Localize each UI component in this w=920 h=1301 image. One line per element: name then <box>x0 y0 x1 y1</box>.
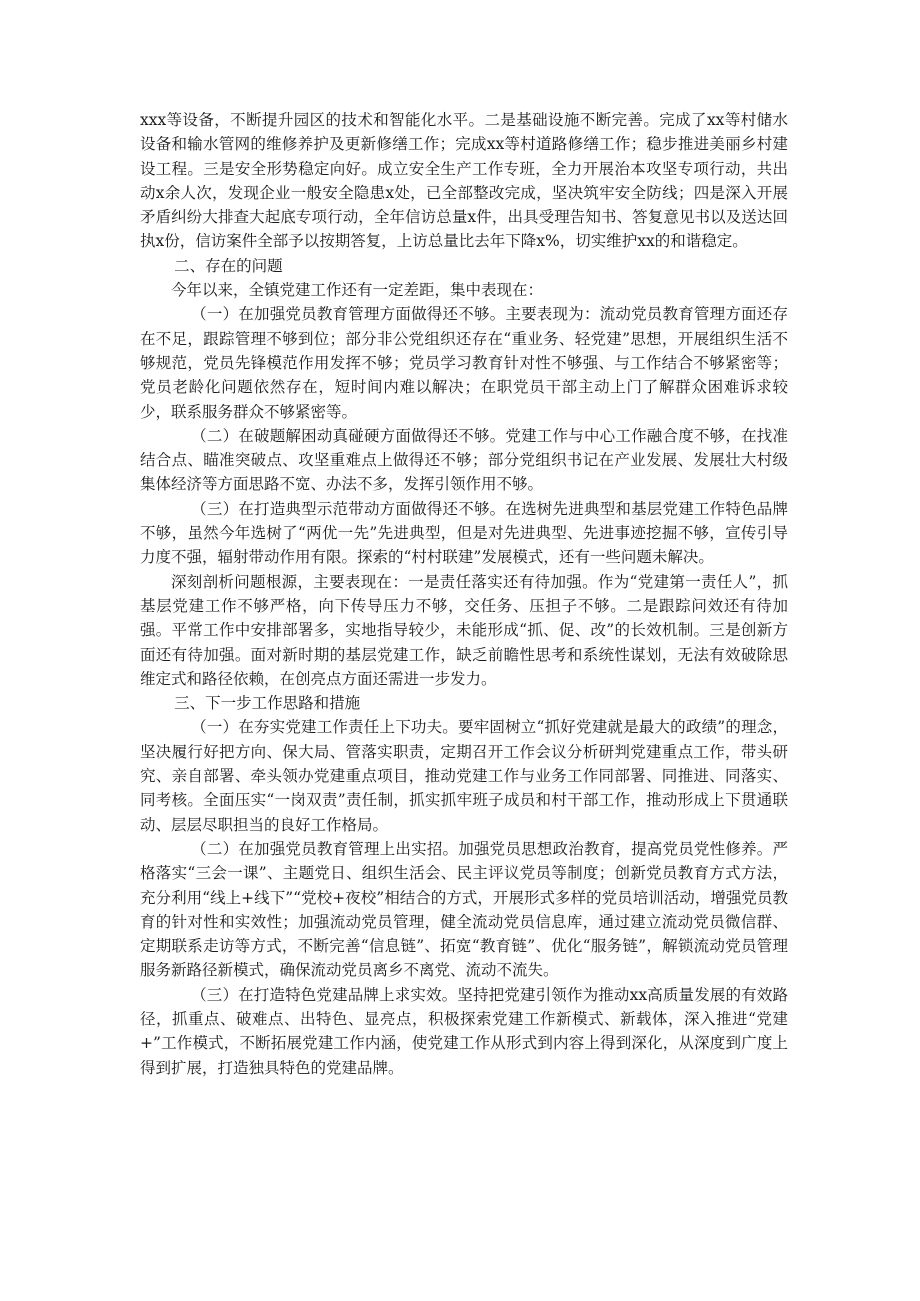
paragraph-intro: xxx等设备，不断提升园区的技术和智能化水平。二是基础设施不断完善。完成了xx等村储水设备和输水管网的维修养护及更新修缮工作；完成xx等村道路修缮工作；稳步推进美丽乡村建设工程。三是安全形势稳定向好。成立安全生产工作专班，全力开展治本攻坚专项行动，共出动x余人次，发现企业一般安全隐患x处，已全部整改完成，坚决筑牢安全防线；四是深入开展矛盾纠纷大排查大起底专项行动，全年信访总量x件，出具受理告知书、答复意见书以及送达回执x份，信访案件全部予以按期答复，上访总量比去年下降x%，切实维护xx的和谐稳定。 <box>140 111 788 251</box>
paragraph-measure-2: （二）在加强党员教育管理上出实招。加强党员思想政治教育，提高党员党性修养。严格落实“三会一课”、主题党日、组织生活会、民主评议党员等制度；创新党员教育方式方法，充分利用“线上+线下”“党校+夜校”相结合的方式，开展形式多样的党员培训活动，增强党员教育的针对性和实效性；加强流动党员管理，健全流动党员信息库，通过建立流动党员微信群、定期联系走访等方式，不断完善“信息链”、拓宽“教育链”、优化“服务链”，解锁流动党员管理服务新路径新模式，确保流动党员离乡不离党、流动不流失。 <box>140 839 788 980</box>
paragraph-problem-3: （三）在打造典型示范带动方面做得还不够。在选树先进典型和基层党建工作特色品牌不够，虽然今年选树了“两优一先”先进典型，但是对先进典型、先进事迹挖掘不够，宣传引导力度不强，辐射带动作用有限。探索的“村村联建”发展模式，还有一些问题未解决。 <box>140 499 788 567</box>
document-body <box>140 108 788 1080</box>
paragraph-problem-1: （一）在加强党员教育管理方面做得还不够。主要表现为：流动党员教育管理方面还存在不足，跟踪管理不够到位；部分非公党组织还存在“重业务、轻党建”思想，开展组织生活不够规范，党员先锋模范作用发挥不够；党员学习教育针对性不够强、与工作结合不够紧密等；党员老龄化问题依然存在，短时间内难以解决；在职党员干部主动上门了解群众困难诉求较少，联系服务群众不够紧密等。 <box>140 305 788 421</box>
paragraph-root-cause: 深刻剖析问题根源，主要表现在：一是责任落实还有待加强。作为“党建第一责任人”，抓基层党建工作不够严格，向下传导压力不够，交任务、压担子不够。二是跟踪问效还有待加强。平常工作中安排部署多，实地指导较少，未能形成“抓、促、改”的长效机制。三是创新方面还有待加强。面对新时期的基层党建工作，缺乏前瞻性思考和系统性谋划，无法有效破除思维定式和路径依赖，在创亮点方面还需进一步发力。 <box>140 572 788 688</box>
paragraph-measure-1: （一）在夯实党建工作责任上下功夫。要牢固树立“抓好党建就是最大的政绩”的理念，坚决履行好把方向、保大局、管落实职责，定期召开工作会议分析研判党建重点工作，带头研究、亲自部署、牵头领办党建重点项目，推动党建工作与业务工作同部署、同推进、同落实、同考核。全面压实“一岗双责”责任制，抓实抓牢班子成员和村干部工作，推动形成上下贯通联动、层层尽职担当的良好工作格局。 <box>140 718 788 834</box>
paragraph-measure-3: （三）在打造特色党建品牌上求实效。坚持把党建引领作为推动xx高质量发展的有效路径，抓重点、破难点、出特色、显亮点，积极探索党建工作新模式、新载体，深入推进“党建+”工作模式，不断拓展党建工作内涵，使党建工作从形式到内容上得到深化，从深度到广度上得到扩展，打造独具特色的党建品牌。 <box>140 985 788 1077</box>
paragraph-problems-summary: 今年以来，全镇党建工作还有一定差距，集中表现在： <box>171 281 544 300</box>
section-heading-problems: 二、存在的问题 <box>174 256 283 275</box>
section-heading-next-steps: 三、下一步工作思路和措施 <box>174 694 361 713</box>
paragraph-problem-2: （二）在破题解困动真碰硬方面做得还不够。党建工作与中心工作融合度不够，在找准结合点、瞄准突破点、攻坚重难点上做得还不够；部分党组织书记在产业发展、发展壮大村级集体经济等方面思路不宽、办法不多，发挥引领作用不够。 <box>140 426 788 494</box>
